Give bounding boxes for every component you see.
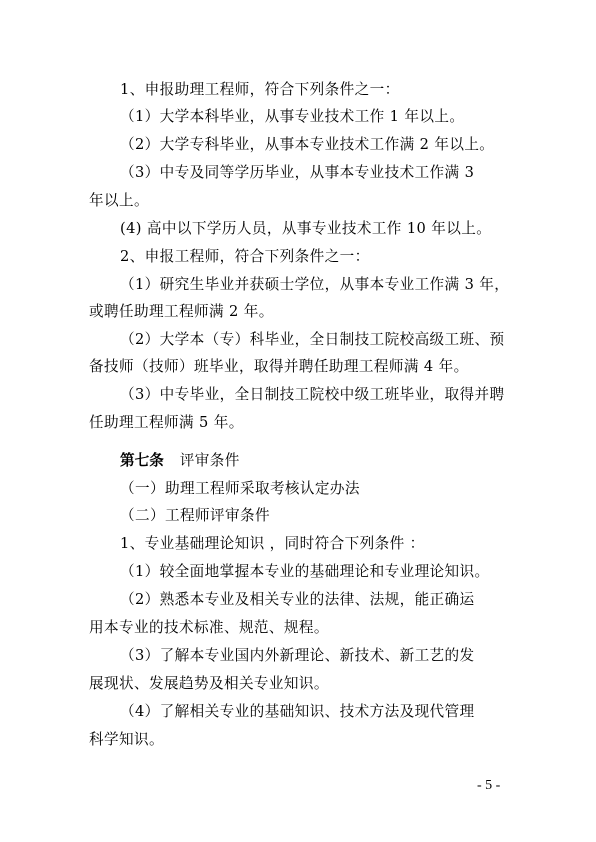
article-label: 第七条: [120, 452, 164, 469]
criteria-1-heading: 1、专业基础理论知识 ，同时符合下列条件 ：: [120, 535, 425, 552]
criteria-1-item-1: （1）较全面地掌握本专业的基础理论和专业理论知识。: [120, 563, 490, 580]
clause-2-heading: 2、申报工程师，符合下列条件之一：: [120, 248, 370, 265]
page-number: - 5 -: [477, 778, 501, 793]
clause-2-item-1: （1）研究生毕业并获硕士学位，从事本专业工作满 3 年，: [120, 276, 510, 293]
clause-2-item-3: （3）中专毕业，全日制技工院校中级工班毕业，取得并聘: [120, 386, 505, 403]
clause-1-item-3-cont: 年以上。: [89, 192, 149, 209]
clause-1-item-3: （3）中专及同等学历毕业，从事本专业技术工作满 3: [120, 164, 475, 181]
clause-2-item-3-cont: 任助理工程师满 5 年。: [89, 414, 244, 431]
criteria-1-item-4-cont: 科学知识。: [89, 731, 164, 748]
clause-1-heading: 1、申报助理工程师，符合下列条件之一：: [120, 81, 400, 98]
criteria-1-item-2-cont: 用本专业的技术标准、规范、规程。: [89, 619, 329, 636]
criteria-1-item-3-cont: 展现状、发展趋势及相关专业知识。: [89, 675, 329, 692]
clause-1-item-2: （2）大学专科毕业，从事本专业技术工作满 2 年以上。: [120, 136, 495, 153]
criteria-1-item-3: （3）了解本专业国内外新理论、新技术、新工艺的发: [120, 647, 475, 664]
section-one: （一）助理工程师采取考核认定办法: [120, 480, 360, 497]
clause-1-item-4: (4) 高中以下学历人员，从事专业技术工作 10 年以上。: [120, 220, 492, 237]
article-title: 评审条件: [179, 452, 240, 469]
article-heading: [120, 451, 240, 471]
clause-1-item-1: （1）大学本科毕业，从事专业技术工作 1 年以上。: [120, 108, 465, 125]
criteria-1-item-4: （4）了解相关专业的基础知识、技术方法及现代管理: [120, 703, 475, 720]
section-two: （二）工程师评审条件: [120, 507, 270, 524]
clause-2-item-1-cont: 或聘任助理工程师满 2 年。: [89, 303, 274, 320]
clause-2-item-2: （2）大学本（专）科毕业，全日制技工院校高级工班、预: [120, 331, 505, 348]
clause-2-item-2-cont: 备技师（技师）班毕业，取得并聘任助理工程师满 4 年。: [89, 358, 469, 375]
criteria-1-item-2: （2）熟悉本专业及相关专业的法律、法规，能正确运: [120, 591, 475, 608]
